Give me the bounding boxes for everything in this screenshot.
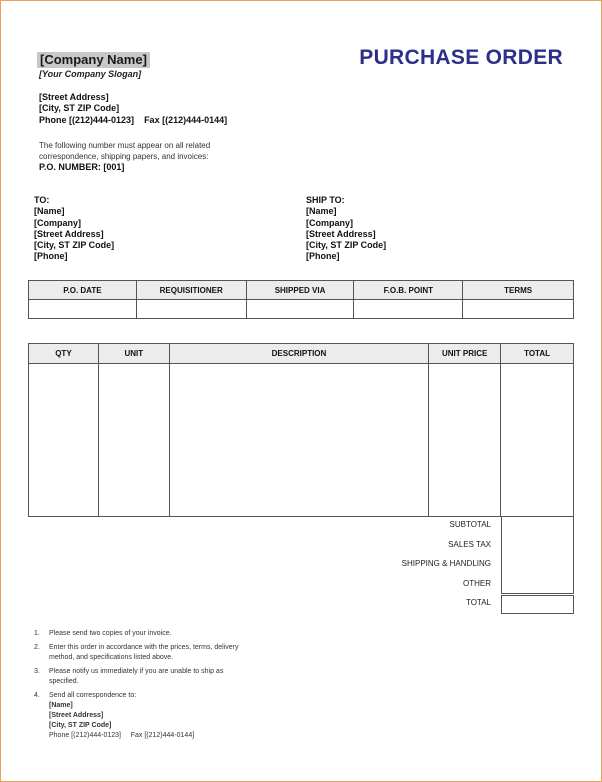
- city-state-zip[interactable]: [City, ST ZIP Code]: [39, 103, 120, 114]
- list-item: [34, 643, 284, 663]
- notice-line-1: The following number must appear on all related: [39, 141, 211, 150]
- company-fax[interactable]: Fax [(212)444-0144]: [144, 114, 228, 125]
- ship-to-heading: SHIP TO:: [306, 195, 345, 205]
- note-text: Please notify us immediately if you are unable to ship as: [49, 668, 224, 675]
- note-text: specified.: [49, 678, 79, 685]
- contact-phone-fax: [49, 731, 284, 741]
- list-item: [34, 629, 284, 639]
- note-text: Please send two copies of your invoice.: [49, 630, 172, 637]
- to-company[interactable]: [Company]: [34, 217, 81, 228]
- shipped-via-cell[interactable]: [246, 300, 354, 319]
- unit-cell[interactable]: [98, 364, 169, 517]
- col-shipped-via: SHIPPED VIA: [246, 281, 354, 300]
- order-info-table: [28, 280, 574, 319]
- note-number: 2.: [34, 644, 40, 651]
- other-label: OTHER: [463, 578, 491, 588]
- page-title: PURCHASE ORDER: [359, 46, 563, 69]
- subtotal-label: SUBTOTAL: [449, 520, 491, 529]
- sales-tax-label: SALES TAX: [448, 539, 491, 549]
- note-number: 1.: [34, 630, 40, 637]
- contact-street[interactable]: [Street Address]: [49, 712, 104, 719]
- contact-city[interactable]: [City, ST ZIP Code]: [49, 722, 112, 729]
- company-slogan[interactable]: [Your Company Slogan]: [39, 69, 142, 79]
- subtotal-row: [301, 516, 574, 536]
- col-terms: TERMS: [463, 281, 574, 300]
- sales-tax-row: [301, 536, 574, 556]
- phone-fax-line: [39, 115, 227, 126]
- requisitioner-cell[interactable]: [136, 300, 246, 319]
- ship-to-street[interactable]: [Street Address]: [306, 228, 376, 239]
- ship-to-city[interactable]: [City, ST ZIP Code]: [306, 240, 387, 251]
- shipping-row: [301, 555, 574, 575]
- col-po-date: P.O. DATE: [29, 281, 137, 300]
- instructions-list: [34, 629, 284, 745]
- total-cell[interactable]: [501, 364, 574, 517]
- total-label: TOTAL: [465, 598, 491, 608]
- po-number[interactable]: P.O. NUMBER: [001]: [39, 162, 125, 172]
- note-number: 4.: [34, 692, 40, 699]
- other-row: [301, 575, 574, 595]
- to-address-block: [34, 195, 114, 263]
- sales-tax-value[interactable]: [501, 536, 574, 556]
- col-total: TOTAL: [501, 344, 574, 364]
- note-text: Send all correspondence to:: [49, 692, 137, 699]
- other-value[interactable]: [501, 575, 574, 595]
- contact-name[interactable]: [Name]: [49, 702, 73, 709]
- note-text: Enter this order in accordance with the prices, terms, delivery: [49, 644, 239, 651]
- street-address[interactable]: [Street Address]: [39, 92, 109, 102]
- to-street[interactable]: [Street Address]: [34, 228, 104, 239]
- ship-to-address-block: [306, 195, 386, 263]
- note-text: method, and specifications listed above.: [49, 654, 174, 661]
- col-requisitioner: REQUISITIONER: [136, 281, 246, 300]
- qty-cell[interactable]: [29, 364, 99, 517]
- col-description: DESCRIPTION: [169, 344, 428, 364]
- total-row: [301, 594, 574, 614]
- note-number: 3.: [34, 668, 40, 675]
- table-row: [29, 300, 574, 319]
- notice-line-2: correspondence, shipping papers, and invoices:: [39, 151, 209, 161]
- description-cell[interactable]: [169, 364, 428, 517]
- list-item: [34, 691, 284, 741]
- ship-to-phone[interactable]: [Phone]: [306, 251, 340, 262]
- table-row: [29, 364, 574, 517]
- ship-to-name[interactable]: [Name]: [306, 206, 337, 217]
- company-address: [39, 92, 227, 126]
- fob-point-cell[interactable]: [354, 300, 463, 319]
- po-number-notice: [39, 141, 279, 162]
- po-date-cell[interactable]: [29, 300, 137, 319]
- subtotal-value[interactable]: [501, 516, 574, 536]
- table-header-row: [29, 281, 574, 300]
- to-phone[interactable]: [Phone]: [34, 251, 68, 262]
- shipping-value[interactable]: [501, 555, 574, 575]
- contact-fax[interactable]: Fax [(212)444-0144]: [130, 732, 195, 739]
- col-qty: QTY: [29, 344, 99, 364]
- to-city[interactable]: [City, ST ZIP Code]: [34, 240, 115, 251]
- shipping-label: SHIPPING & HANDLING: [401, 559, 491, 569]
- total-value[interactable]: [501, 595, 574, 614]
- company-phone[interactable]: Phone [(212)444-0123]: [39, 114, 135, 125]
- col-fob-point: F.O.B. POINT: [354, 281, 463, 300]
- to-heading: TO:: [34, 195, 50, 205]
- table-header-row: [29, 344, 574, 364]
- to-name[interactable]: [Name]: [34, 206, 65, 217]
- terms-cell[interactable]: [463, 300, 574, 319]
- line-items-table: [28, 343, 574, 517]
- col-unit: UNIT: [98, 344, 169, 364]
- list-item: [34, 667, 284, 687]
- company-name[interactable]: [Company Name]: [37, 52, 150, 68]
- unit-price-cell[interactable]: [429, 364, 501, 517]
- col-unit-price: UNIT PRICE: [429, 344, 501, 364]
- totals-section: [301, 516, 574, 614]
- ship-to-company[interactable]: [Company]: [306, 217, 353, 228]
- contact-phone[interactable]: Phone [(212)444-0123]: [49, 732, 121, 739]
